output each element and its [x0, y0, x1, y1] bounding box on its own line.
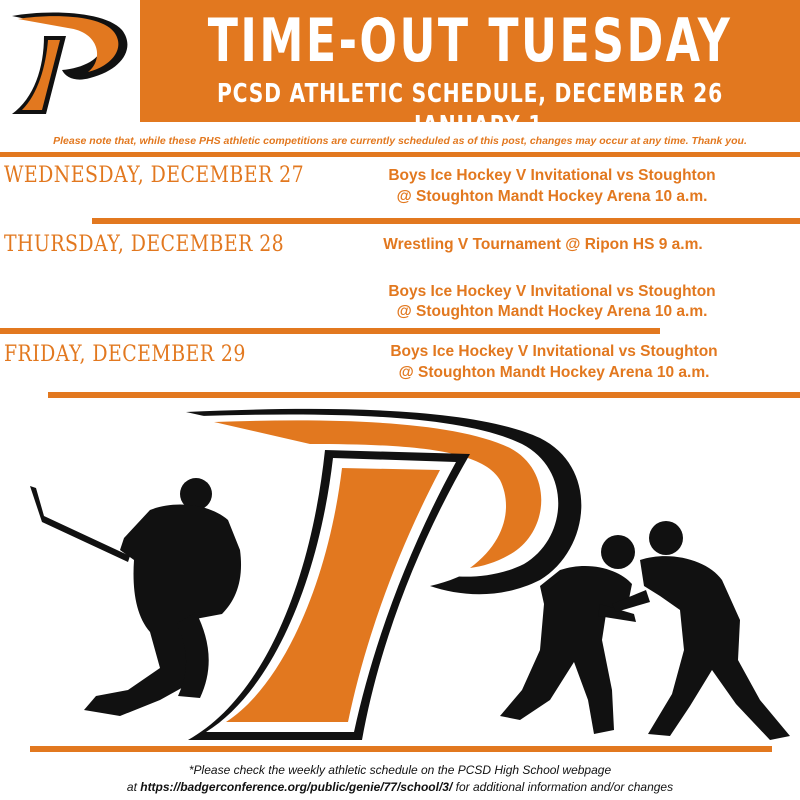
footer-note — [0, 762, 800, 796]
event-line: Wrestling V Tournament @ Ripon HS 9 a.m. — [383, 236, 703, 253]
hockey-player-silhouette-icon — [30, 478, 241, 716]
footer-prefix: at — [126, 780, 141, 794]
divider — [0, 152, 800, 157]
header-banner — [140, 0, 800, 141]
divider — [0, 328, 660, 334]
day-heading: WEDNESDAY, DECEMBER 27 — [4, 163, 305, 188]
event-line: Boys Ice Hockey V Invitational vs Stoughton — [388, 283, 716, 300]
day-heading: THURSDAY, DECEMBER 28 — [4, 232, 285, 257]
footer-suffix: for additional information and/or changes — [452, 780, 674, 794]
divider — [92, 218, 800, 224]
school-schedule-link[interactable]: https://badgerconference.org/public/genie/77/school/3/ — [140, 780, 453, 794]
divider — [48, 392, 800, 398]
event-line: @ Stoughton Mandt Hockey Arena 10 a.m. — [398, 364, 710, 381]
disclaimer-note: Please note that, while these PHS athletic competitions are currently scheduled as of this post, changes may occur at any time. Thank you. — [53, 135, 747, 147]
page-subtitle: PCSD ATHLETIC SCHEDULE, DECEMBER 26 - JANUARY 1 — [217, 79, 723, 141]
p-logo-icon — [4, 8, 136, 120]
day-heading: FRIDAY, DECEMBER 29 — [4, 342, 246, 367]
footer-line — [0, 779, 800, 796]
event-line: @ Stoughton Mandt Hockey Arena 10 a.m. — [396, 188, 708, 205]
event-line: Boys Ice Hockey V Invitational vs Stoughton — [388, 167, 716, 184]
event-line: Boys Ice Hockey V Invitational vs Stoughton — [390, 343, 718, 360]
artwork — [0, 400, 800, 755]
footer-line: *Please check the weekly athletic schedule on the PCSD High School webpage — [188, 763, 612, 777]
page-title: TIME-OUT TUESDAY — [207, 6, 733, 76]
event-line: @ Stoughton Mandt Hockey Arena 10 a.m. — [396, 303, 708, 320]
